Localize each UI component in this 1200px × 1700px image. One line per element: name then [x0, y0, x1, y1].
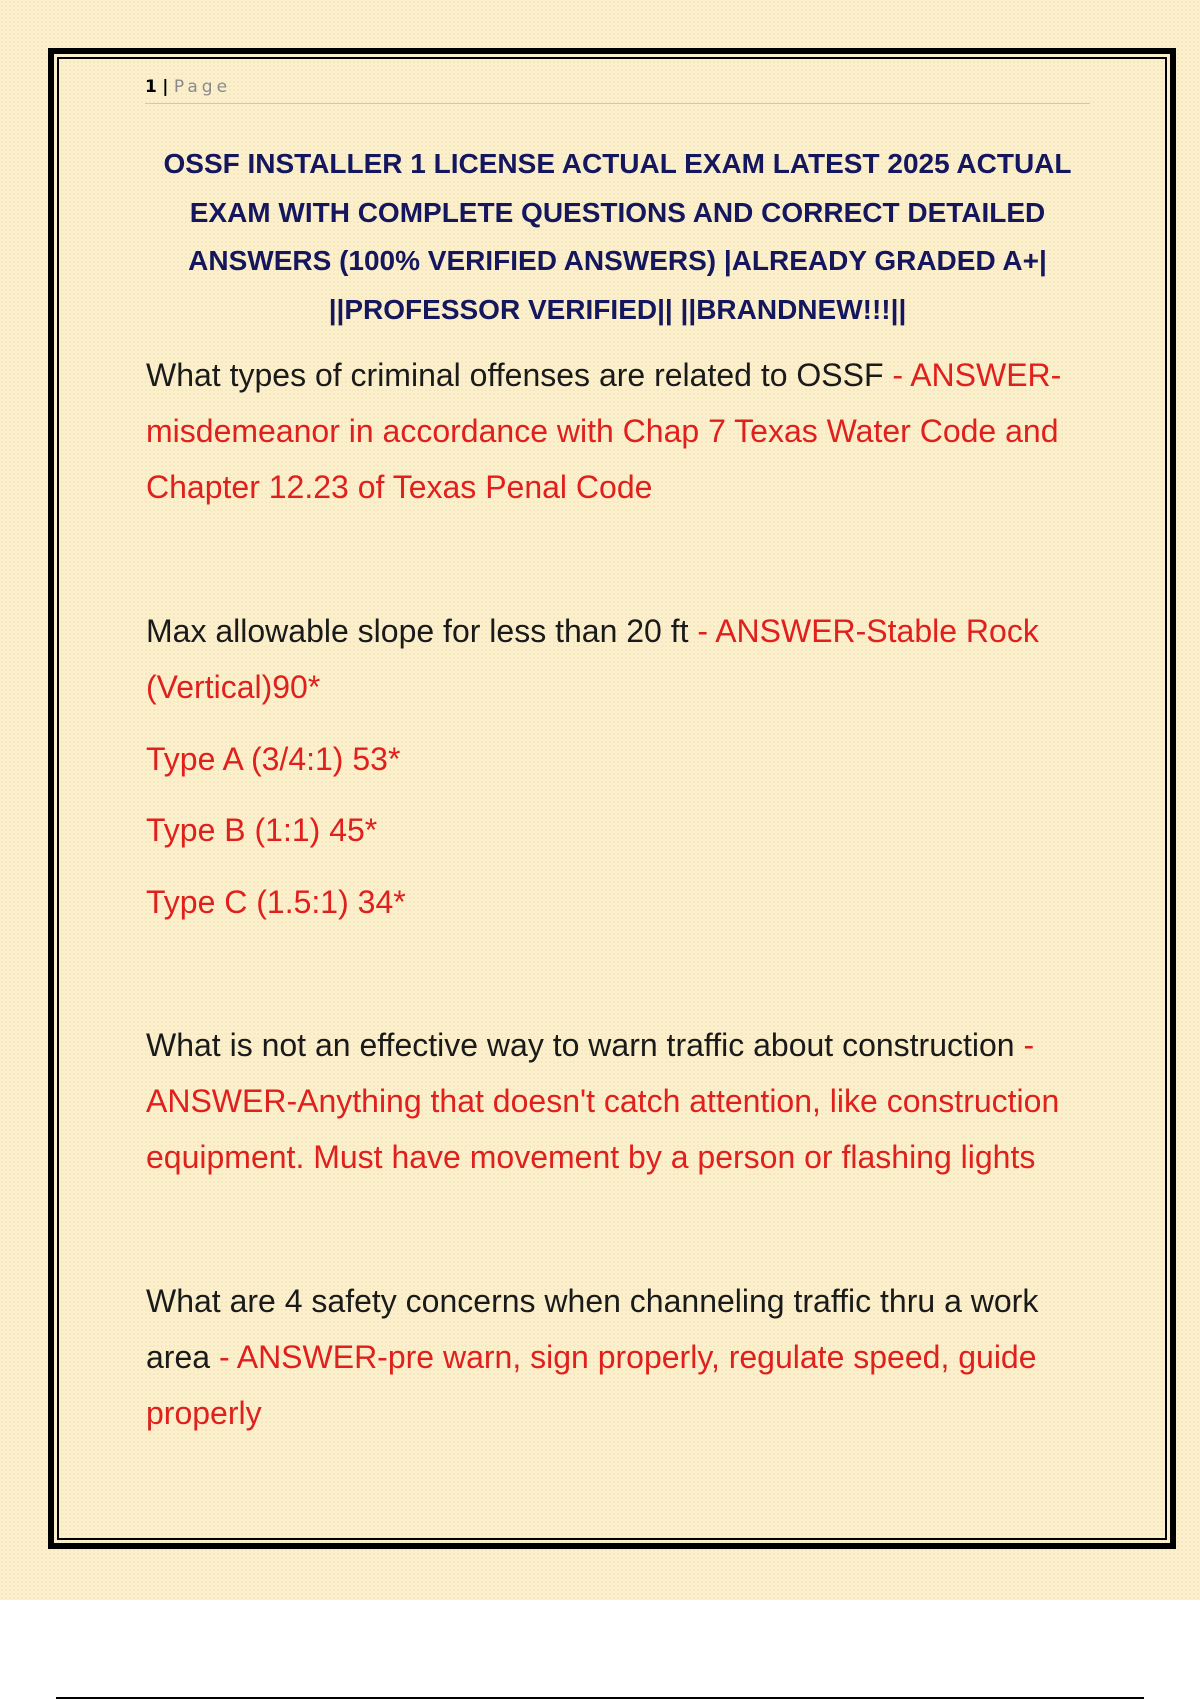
answer-text: - ANSWER-pre warn, sign properly, regulate speed, guide properly	[146, 1339, 1037, 1431]
document-title: OSSF INSTALLER 1 LICENSE ACTUAL EXAM LATEST 2025 ACTUAL EXAM WITH COMPLETE QUESTIONS AND CORRECT DETAILED ANSWERS (100% VERIFIED ANSWERS) |ALREADY GRADED A+| ||PROFESSOR VERIFIED|| ||BRANDNEW!!!||	[163, 148, 1072, 325]
answer-text: - ANSWER-Stable Rock (Vertical)90*	[146, 613, 1039, 705]
answer-text: - ANSWER-Anything that doesn't catch attention, like construction equipment. Must have movement by a person or flashing lights	[146, 1027, 1060, 1175]
question-text: What types of criminal offenses are related to OSSF	[146, 357, 884, 393]
page-label: Page	[173, 77, 232, 97]
page-header	[145, 73, 1090, 104]
answer-line-type-a: Type A (3/4:1) 53*	[146, 741, 401, 777]
answer-text: - ANSWER-misdemeanor in accordance with Chap 7 Texas Water Code and Chapter 12.23 of Texas Penal Code	[146, 357, 1062, 505]
question-text: Max allowable slope for less than 20 ft	[146, 613, 689, 649]
question-text: What is not an effective way to warn traffic about construction	[146, 1027, 1015, 1063]
next-page-top-rule	[56, 1697, 1144, 1699]
answer-line-type-b: Type B (1:1) 45*	[146, 812, 378, 848]
qa-item-2	[146, 603, 1086, 715]
answer-line-type-c: Type C (1.5:1) 34*	[146, 884, 406, 920]
qa-item-3	[146, 1017, 1086, 1185]
qa-item-4	[146, 1273, 1086, 1441]
question-text: What are 4 safety concerns when channeling traffic thru a work area	[146, 1283, 1039, 1375]
page-number: 1	[145, 77, 157, 97]
qa-item-1	[146, 347, 1086, 515]
page-number-separator: |	[162, 77, 169, 97]
